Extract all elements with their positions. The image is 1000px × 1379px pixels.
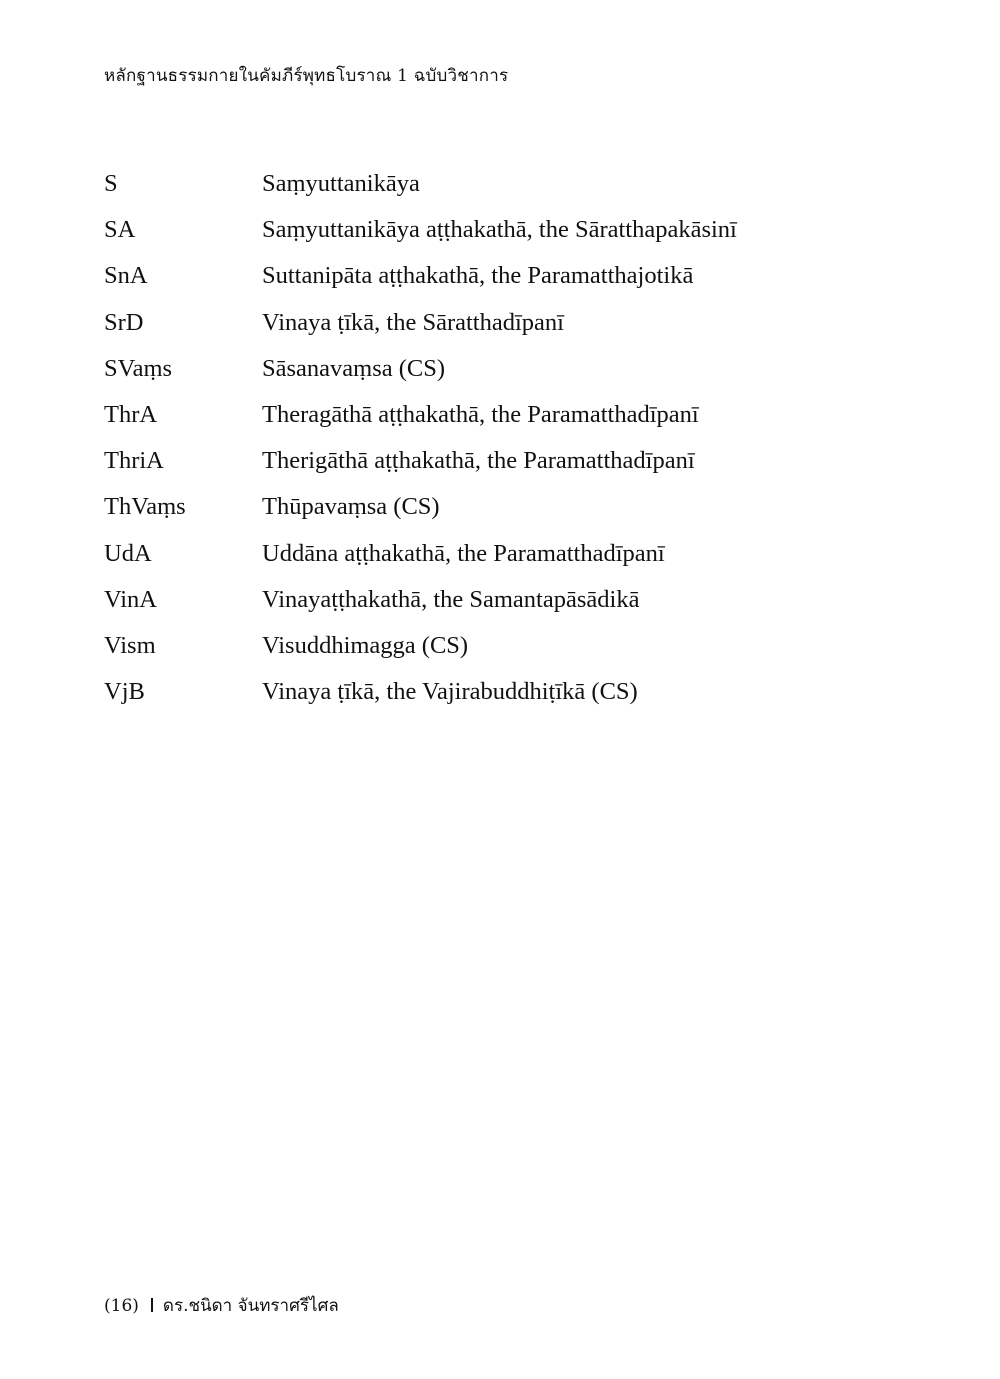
abbreviation-key: ThrA xyxy=(104,400,158,428)
abbreviation-key: UdA xyxy=(104,539,152,567)
abbreviation-description: Vinayaṭṭhakathā, the Samantapāsādikā xyxy=(262,585,640,613)
abbreviation-row xyxy=(104,258,904,304)
running-header: หลักฐานธรรมกายในคัมภีร์พุทธโบราณ 1 ฉบับวิชาการ xyxy=(104,66,509,86)
abbreviation-list xyxy=(104,166,904,720)
abbreviation-key: VinA xyxy=(104,585,157,613)
abbreviation-description: Uddāna aṭṭhakathā, the Paramatthadīpanī xyxy=(262,539,665,567)
abbreviation-description: Suttanipāta aṭṭhakathā, the Paramatthajotikā xyxy=(262,262,694,290)
abbreviation-row xyxy=(104,674,904,720)
page-footer xyxy=(104,1292,339,1319)
footer-author: ดร.ชนิดา จันทราศรีไศล xyxy=(162,1296,339,1316)
abbreviation-description: Theragāthā aṭṭhakathā, the Paramatthadīpanī xyxy=(262,400,699,428)
abbreviation-row xyxy=(104,212,904,258)
abbreviation-row xyxy=(104,166,904,212)
abbreviation-row xyxy=(104,305,904,351)
abbreviation-description: Therigāthā aṭṭhakathā, the Paramatthadīpanī xyxy=(262,447,695,475)
abbreviation-description: Vinaya ṭīkā, the Sāratthadīpanī xyxy=(262,308,564,336)
abbreviation-description: Sāsanavaṃsa (CS) xyxy=(262,354,446,382)
abbreviation-key: ThriA xyxy=(104,447,164,475)
abbreviation-description: Visuddhimagga (CS) xyxy=(262,631,469,659)
abbreviation-row xyxy=(104,582,904,628)
abbreviation-description: Vinaya ṭīkā, the Vajirabuddhiṭīkā (CS) xyxy=(262,678,638,706)
abbreviation-key: S xyxy=(104,170,118,197)
abbreviation-row xyxy=(104,351,904,397)
abbreviation-key: SrD xyxy=(104,308,144,336)
abbreviation-key: SnA xyxy=(104,262,148,290)
page-number: (16) xyxy=(104,1296,139,1316)
abbreviation-row xyxy=(104,489,904,535)
footer-separator xyxy=(151,1298,153,1312)
abbreviation-key: SA xyxy=(104,216,136,244)
abbreviation-row xyxy=(104,397,904,443)
abbreviation-row xyxy=(104,536,904,582)
abbreviation-key: VjB xyxy=(104,678,145,706)
abbreviation-key: ThVaṃs xyxy=(104,493,186,521)
abbreviation-description: Thūpavaṃsa (CS) xyxy=(262,493,440,521)
abbreviation-row xyxy=(104,628,904,674)
abbreviation-description: Saṃyuttanikāya xyxy=(262,170,420,197)
abbreviation-row xyxy=(104,443,904,489)
abbreviation-key: Vism xyxy=(104,631,156,659)
abbreviation-key: SVaṃs xyxy=(104,354,173,382)
abbreviation-description: Saṃyuttanikāya aṭṭhakathā, the Sāratthapakāsinī xyxy=(262,216,737,244)
